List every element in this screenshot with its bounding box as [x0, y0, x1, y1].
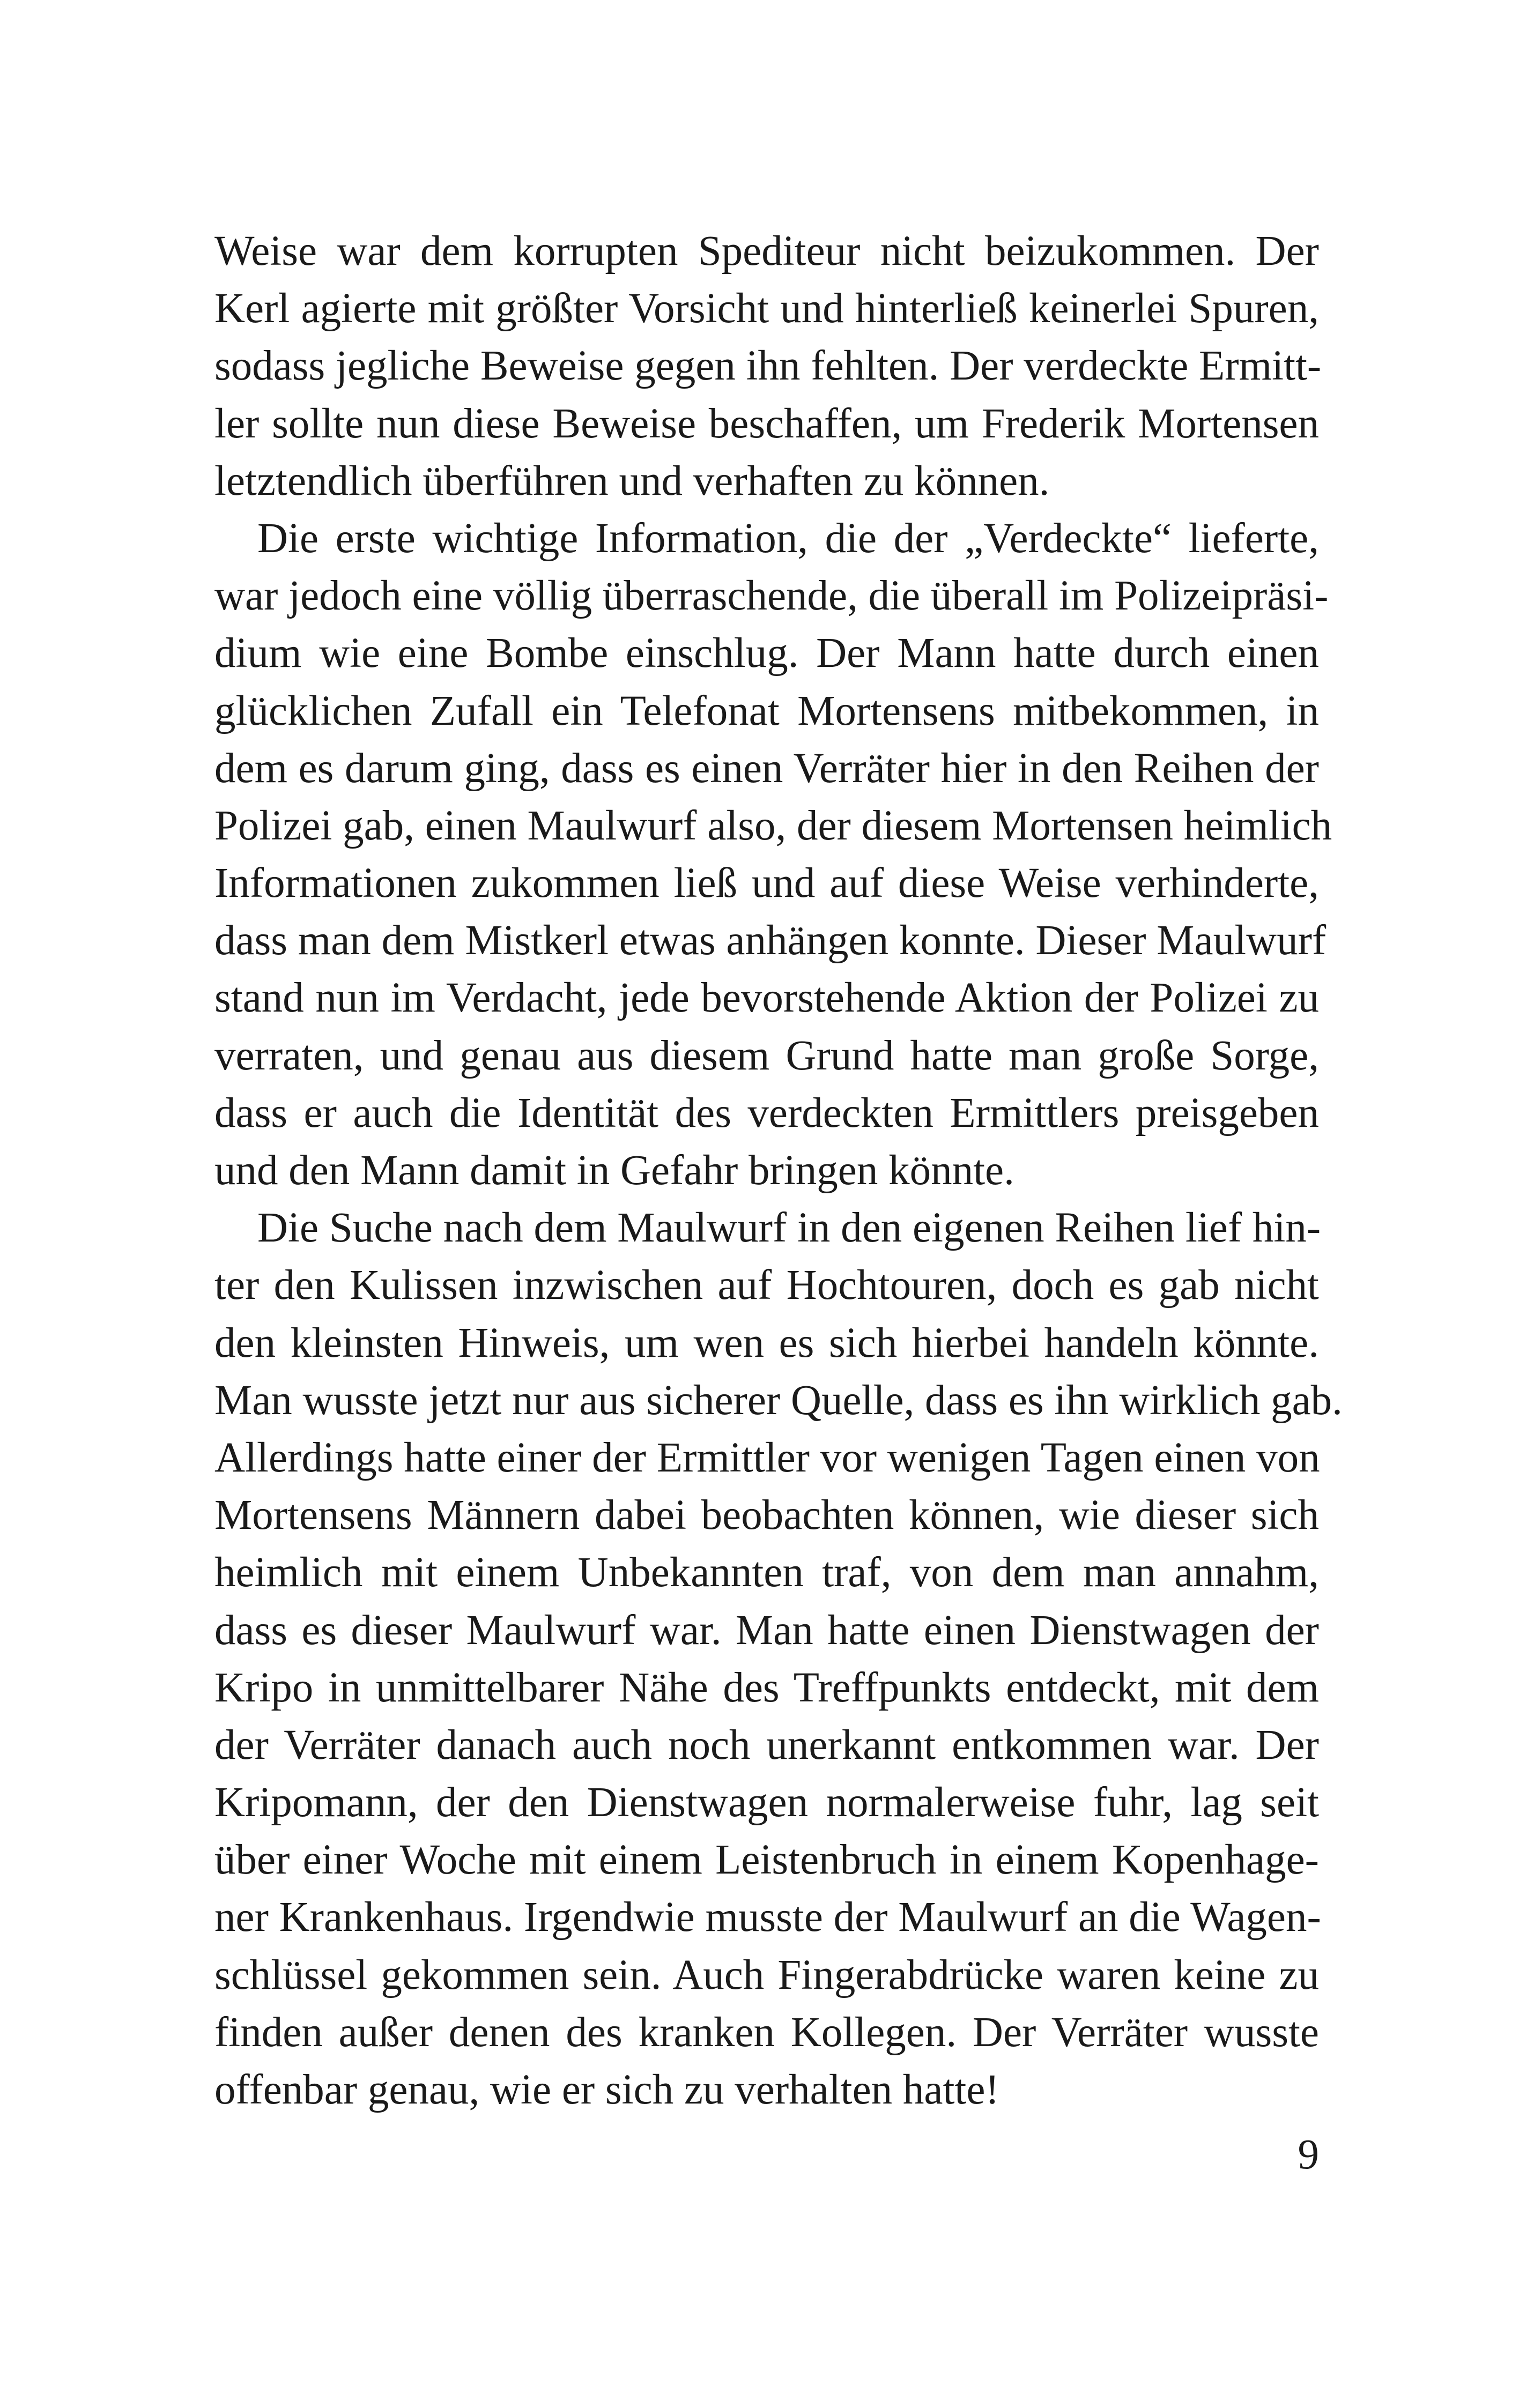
text-line: dass man dem Mistkerl etwas anhängen konnte. Dieser Maulwurf: [214, 917, 1327, 964]
text-line: Polizei gab, einen Maulwurf also, der diesem Mortensen heimlich: [214, 802, 1332, 849]
text-line: Mortensens Männern dabei beobachten können, wie dieser sich: [214, 1492, 1319, 1539]
text-line: finden außer denen des kranken Kollegen. Der Verräter wusste: [214, 2009, 1319, 2056]
text-line: Allerdings hatte einer der Ermittler vor wenigen Tagen einen von: [214, 1434, 1320, 1481]
text-line: stand nun im Verdacht, jede bevorstehende Aktion der Polizei zu: [214, 975, 1319, 1022]
text-line: letztendlich überführen und verhaften zu können.: [214, 457, 1050, 504]
text-line: war jedoch eine völlig überraschende, die überall im Polizeipräsi-: [214, 573, 1329, 620]
text-line: Weise war dem korrupten Spediteur nicht beizukommen. Der: [214, 228, 1319, 274]
text-line: Informationen zukommen ließ und auf diese Weise verhinderte,: [214, 860, 1319, 907]
page-number: 9: [1298, 2131, 1319, 2178]
paragraph: [214, 1199, 1343, 2119]
text-line: Kripomann, der den Dienstwagen normalerweise fuhr, lag seit: [214, 1779, 1319, 1826]
text-line: Kerl agierte mit größter Vorsicht und hinterließ keinerlei Spuren,: [214, 285, 1319, 332]
text-line: dass er auch die Identität des verdeckten Ermittlers preisgeben: [214, 1089, 1319, 1136]
text-line: offenbar genau, wie er sich zu verhalten hatte!: [214, 2067, 999, 2113]
text-line: dium wie eine Bombe einschlug. Der Mann hatte durch einen: [214, 630, 1319, 677]
text-line: dem es darum ging, dass es einen Verräter hier in den Reihen der: [214, 745, 1319, 792]
text-line: heimlich mit einem Unbekannten traf, von dem man annahm,: [214, 1549, 1319, 1596]
text-line: über einer Woche mit einem Leistenbruch in einem Kopenhage-: [214, 1837, 1319, 1884]
text-line: Die erste wichtige Information, die der „Verdeckte“ lieferte,: [257, 515, 1319, 562]
text-line: glücklichen Zufall ein Telefonat Mortensens mitbekommen, in: [214, 687, 1319, 734]
text-line: verraten, und genau aus diesem Grund hatte man große Sorge,: [214, 1032, 1319, 1079]
text-line: und den Mann damit in Gefahr bringen könnte.: [214, 1147, 1014, 1194]
body-text: [214, 222, 1343, 2119]
text-line: den kleinsten Hinweis, um wen es sich hierbei handeln könnte.: [214, 1319, 1319, 1366]
text-line: ner Krankenhaus. Irgendwie musste der Maulwurf an die Wagen-: [214, 1894, 1321, 1941]
text-line: Kripo in unmittelbarer Nähe des Treffpunkts entdeckt, mit dem: [214, 1664, 1319, 1711]
text-line: sodass jegliche Beweise gegen ihn fehlten. Der verdeckte Ermitt-: [214, 343, 1322, 390]
paragraph: [214, 222, 1322, 510]
text-line: ter den Kulissen inzwischen auf Hochtouren, doch es gab nicht: [214, 1262, 1319, 1309]
text-line: Man wusste jetzt nur aus sicherer Quelle, dass es ihn wirklich gab.: [214, 1377, 1343, 1424]
text-line: dass es dieser Maulwurf war. Man hatte einen Dienstwagen der: [214, 1607, 1319, 1654]
text-line: ler sollte nun diese Beweise beschaffen, um Frederik Mortensen: [214, 400, 1319, 447]
text-line: der Verräter danach auch noch unerkannt entkommen war. Der: [214, 1721, 1319, 1768]
paragraph: [214, 510, 1332, 1199]
text-line: schlüssel gekommen sein. Auch Fingerabdrücke waren keine zu: [214, 1951, 1319, 1998]
text-line: Die Suche nach dem Maulwurf in den eigenen Reihen lief hin-: [257, 1205, 1321, 1252]
